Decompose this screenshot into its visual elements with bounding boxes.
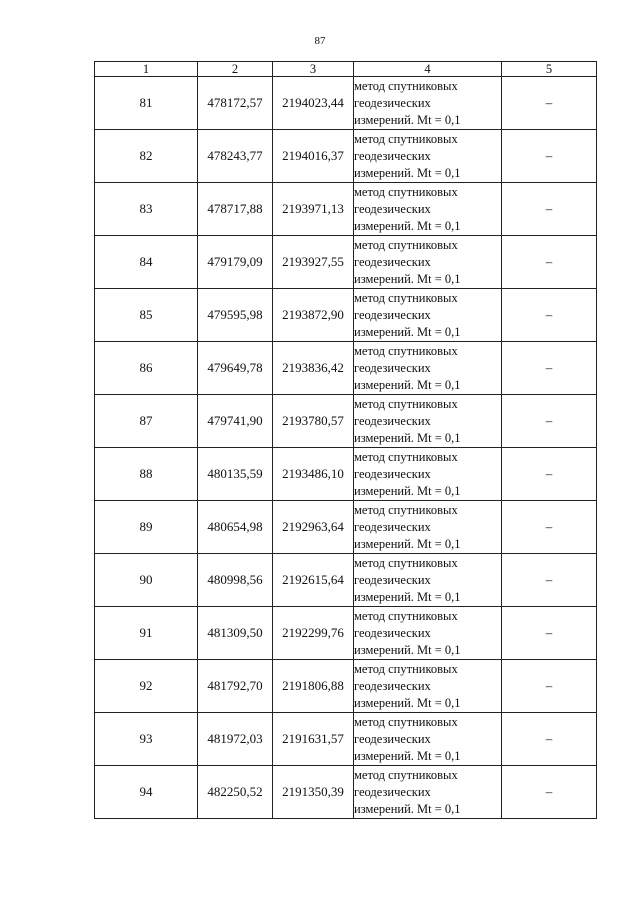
header-cell-3: 3: [273, 62, 354, 77]
column-5-value: –: [502, 554, 597, 607]
method-description: [354, 660, 502, 713]
coordinate-x: 482250,52: [198, 766, 273, 819]
coordinate-x: 479649,78: [198, 342, 273, 395]
method-line: измерений. Mt = 0,1: [354, 483, 461, 498]
column-5-value: –: [502, 660, 597, 713]
coordinate-x: 481792,70: [198, 660, 273, 713]
method-line: измерений. Mt = 0,1: [354, 589, 461, 604]
coordinate-y: 2192615,64: [273, 554, 354, 607]
coordinate-y: 2192299,76: [273, 607, 354, 660]
point-number: 92: [95, 660, 198, 713]
coordinate-y: 2192963,64: [273, 501, 354, 554]
coordinate-y: 2191631,57: [273, 713, 354, 766]
table-row: [95, 766, 597, 819]
point-number: 89: [95, 501, 198, 554]
table-row: [95, 501, 597, 554]
point-number: 90: [95, 554, 198, 607]
column-5-value: –: [502, 77, 597, 130]
coordinate-y: 2191350,39: [273, 766, 354, 819]
method-line: измерений. Mt = 0,1: [354, 801, 461, 816]
method-description: [354, 183, 502, 236]
point-number: 86: [95, 342, 198, 395]
method-line: метод спутниковых: [354, 290, 458, 305]
table-row: [95, 77, 597, 130]
coordinates-table: [94, 61, 597, 819]
column-5-value: –: [502, 183, 597, 236]
method-description: [354, 395, 502, 448]
method-line: измерений. Mt = 0,1: [354, 324, 461, 339]
method-line: метод спутниковых: [354, 184, 458, 199]
coordinate-x: 481309,50: [198, 607, 273, 660]
method-description: [354, 766, 502, 819]
method-line: измерений. Mt = 0,1: [354, 112, 461, 127]
method-description: [354, 607, 502, 660]
coordinate-y: 2193780,57: [273, 395, 354, 448]
table-row: [95, 395, 597, 448]
method-line: метод спутниковых: [354, 343, 458, 358]
method-line: измерений. Mt = 0,1: [354, 430, 461, 445]
column-5-value: –: [502, 713, 597, 766]
column-5-value: –: [502, 236, 597, 289]
coordinate-y: 2193971,13: [273, 183, 354, 236]
page-number: 87: [314, 35, 326, 47]
method-line: геодезических: [354, 678, 431, 693]
method-line: геодезических: [354, 360, 431, 375]
header-cell-4: 4: [354, 62, 502, 77]
coordinate-x: 480998,56: [198, 554, 273, 607]
table-row: [95, 660, 597, 713]
method-description: [354, 342, 502, 395]
coordinate-x: 480654,98: [198, 501, 273, 554]
method-line: метод спутниковых: [354, 714, 458, 729]
point-number: 83: [95, 183, 198, 236]
method-line: измерений. Mt = 0,1: [354, 377, 461, 392]
coordinate-y: 2193836,42: [273, 342, 354, 395]
method-description: [354, 448, 502, 501]
table-row: [95, 342, 597, 395]
method-line: измерений. Mt = 0,1: [354, 165, 461, 180]
column-5-value: –: [502, 130, 597, 183]
coordinate-x: 479179,09: [198, 236, 273, 289]
method-description: [354, 713, 502, 766]
coordinate-y: 2193872,90: [273, 289, 354, 342]
method-description: [354, 554, 502, 607]
coordinate-x: 479595,98: [198, 289, 273, 342]
table-row: [95, 130, 597, 183]
method-line: геодезических: [354, 519, 431, 534]
method-line: геодезических: [354, 148, 431, 163]
method-line: геодезических: [354, 307, 431, 322]
method-description: [354, 77, 502, 130]
column-5-value: –: [502, 607, 597, 660]
header-cell-5: 5: [502, 62, 597, 77]
method-line: геодезических: [354, 731, 431, 746]
method-line: метод спутниковых: [354, 661, 458, 676]
method-line: геодезических: [354, 466, 431, 481]
table-row: [95, 289, 597, 342]
method-line: метод спутниковых: [354, 237, 458, 252]
coordinate-x: 481972,03: [198, 713, 273, 766]
coordinate-x: 479741,90: [198, 395, 273, 448]
column-5-value: –: [502, 766, 597, 819]
point-number: 93: [95, 713, 198, 766]
point-number: 85: [95, 289, 198, 342]
method-line: измерений. Mt = 0,1: [354, 642, 461, 657]
column-5-value: –: [502, 342, 597, 395]
point-number: 91: [95, 607, 198, 660]
point-number: 81: [95, 77, 198, 130]
header-cell-1: 1: [95, 62, 198, 77]
coordinate-x: 478172,57: [198, 77, 273, 130]
column-5-value: –: [502, 501, 597, 554]
method-line: измерений. Mt = 0,1: [354, 748, 461, 763]
method-line: метод спутниковых: [354, 131, 458, 146]
table-row: [95, 448, 597, 501]
table-row: [95, 236, 597, 289]
method-description: [354, 501, 502, 554]
method-line: метод спутниковых: [354, 555, 458, 570]
method-line: метод спутниковых: [354, 767, 458, 782]
header-cell-2: 2: [198, 62, 273, 77]
coordinate-y: 2194016,37: [273, 130, 354, 183]
coordinate-y: 2193486,10: [273, 448, 354, 501]
method-line: геодезических: [354, 201, 431, 216]
coordinate-y: 2191806,88: [273, 660, 354, 713]
coordinate-x: 478243,77: [198, 130, 273, 183]
method-description: [354, 236, 502, 289]
column-5-value: –: [502, 289, 597, 342]
point-number: 87: [95, 395, 198, 448]
point-number: 88: [95, 448, 198, 501]
point-number: 84: [95, 236, 198, 289]
column-5-value: –: [502, 395, 597, 448]
method-line: измерений. Mt = 0,1: [354, 271, 461, 286]
coordinate-x: 478717,88: [198, 183, 273, 236]
method-line: метод спутниковых: [354, 449, 458, 464]
method-line: геодезических: [354, 784, 431, 799]
method-line: метод спутниковых: [354, 502, 458, 517]
point-number: 82: [95, 130, 198, 183]
method-line: метод спутниковых: [354, 78, 458, 93]
point-number: 94: [95, 766, 198, 819]
table-body: [95, 77, 597, 819]
method-line: метод спутниковых: [354, 608, 458, 623]
coordinate-x: 480135,59: [198, 448, 273, 501]
coordinate-y: 2194023,44: [273, 77, 354, 130]
method-line: геодезических: [354, 95, 431, 110]
method-line: геодезических: [354, 625, 431, 640]
method-line: измерений. Mt = 0,1: [354, 536, 461, 551]
column-5-value: –: [502, 448, 597, 501]
table-row: [95, 554, 597, 607]
table-row: [95, 183, 597, 236]
table-row: [95, 607, 597, 660]
method-line: геодезических: [354, 572, 431, 587]
header-row: [95, 62, 597, 77]
method-line: геодезических: [354, 254, 431, 269]
table-row: [95, 713, 597, 766]
method-description: [354, 289, 502, 342]
method-line: геодезических: [354, 413, 431, 428]
coordinate-y: 2193927,55: [273, 236, 354, 289]
method-line: измерений. Mt = 0,1: [354, 695, 461, 710]
method-line: метод спутниковых: [354, 396, 458, 411]
method-line: измерений. Mt = 0,1: [354, 218, 461, 233]
method-description: [354, 130, 502, 183]
